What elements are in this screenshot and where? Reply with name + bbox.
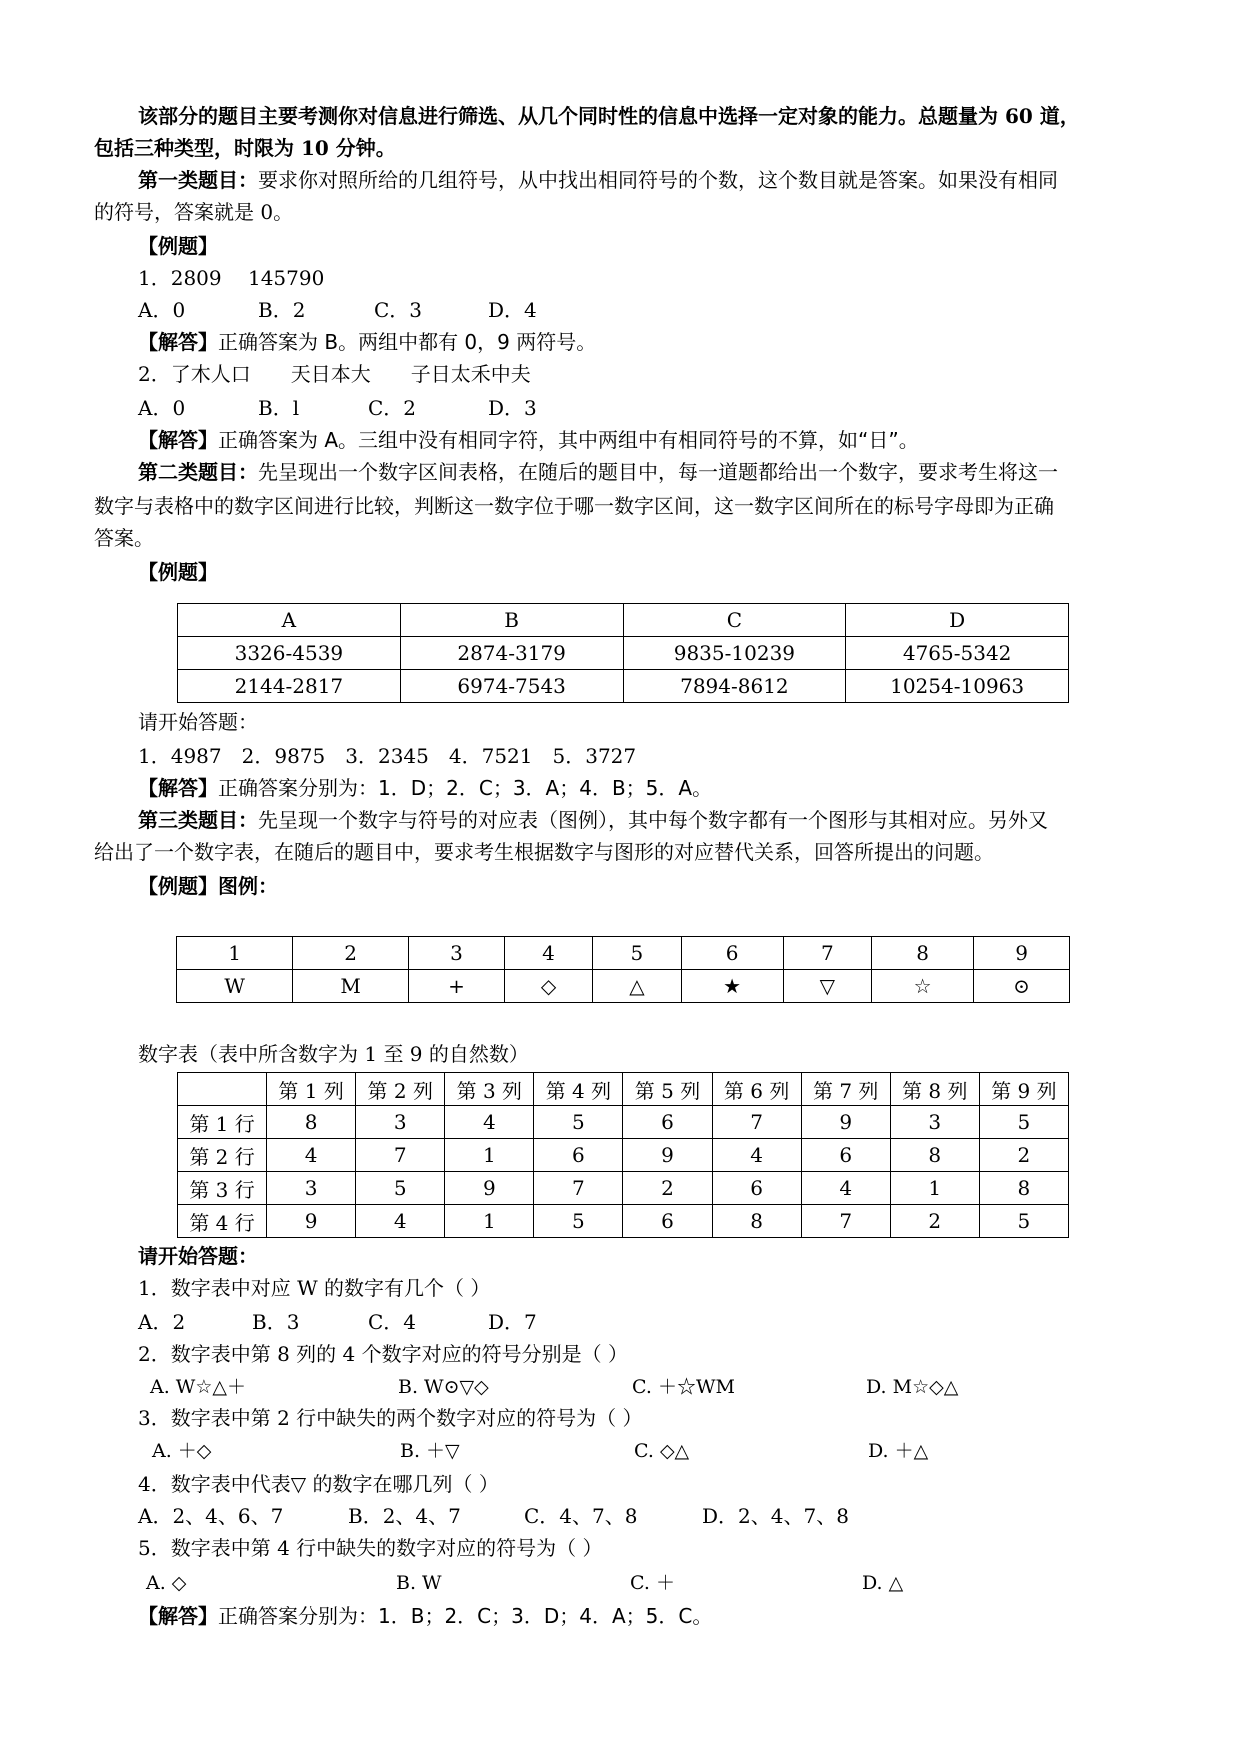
type3-q4-option-a: A．2、4、6、7 — [138, 1504, 284, 1528]
grid-header-cell: 第 1 列 — [267, 1073, 356, 1106]
table-cell: 2874-3179 — [400, 637, 623, 670]
answer-text: 正确答案分别为：1．B；2．C；3．D；4．A；5．C。 — [218, 1604, 713, 1628]
type3-q4-option-c: C．4、7、8 — [524, 1504, 638, 1528]
legend-number: 8 — [872, 937, 974, 970]
grid-header-cell: 第 9 列 — [979, 1073, 1068, 1106]
grid-header-cell — [178, 1073, 267, 1106]
type3-q1-option-c: C．4 — [368, 1310, 417, 1334]
grid-cell: 9 — [267, 1205, 356, 1238]
legend-symbol: ⊙ — [974, 970, 1070, 1003]
grid-cell: 4 — [712, 1139, 801, 1172]
grid-header-row — [178, 1073, 1069, 1106]
grid-cell: 4 — [445, 1106, 534, 1139]
answer-text: 正确答案为 B。两组中都有 0，9 两符号。 — [218, 330, 597, 354]
type1-q1-option-b: B．2 — [258, 298, 306, 322]
grid-cell: 6 — [712, 1172, 801, 1205]
type3-q1-option-b: B．3 — [252, 1310, 300, 1334]
grid-cell: 6 — [623, 1205, 712, 1238]
grid-header-cell: 第 8 列 — [890, 1073, 979, 1106]
legend-symbol: △ — [593, 970, 681, 1003]
grid-cell: 9 — [623, 1139, 712, 1172]
type3-q5-option-d: D. △ — [862, 1572, 904, 1594]
grid-caption: 数字表（表中所含数字为 1 至 9 的自然数） — [138, 1042, 529, 1066]
grid-row-label: 第 2 行 — [178, 1139, 267, 1172]
type1-q1-answer — [138, 326, 1198, 358]
answer-label: 【解答】 — [138, 428, 218, 452]
legend-symbol: + — [409, 970, 505, 1003]
range-table — [177, 603, 1069, 703]
type3-q2-option-d: D. M☆◇△ — [866, 1376, 959, 1398]
type1-desc-line-2: 的符号，答案就是 0。 — [94, 200, 294, 224]
legend-number: 6 — [681, 937, 783, 970]
legend-table — [176, 936, 1070, 1003]
grid-cell: 8 — [979, 1172, 1068, 1205]
type3-q4-option-b: B．2、4、7 — [348, 1504, 461, 1528]
grid-cell: 2 — [979, 1139, 1068, 1172]
table-cell: 3326-4539 — [178, 637, 401, 670]
table-header-cell: A — [178, 604, 401, 637]
legend-number: 3 — [409, 937, 505, 970]
number-grid-table — [177, 1072, 1069, 1238]
grid-header-cell: 第 2 列 — [356, 1073, 445, 1106]
grid-cell: 7 — [534, 1172, 623, 1205]
answer-label: 【解答】 — [138, 330, 218, 354]
type1-q2-answer — [138, 424, 1198, 456]
type3-q5-option-c: C. ＋ — [630, 1572, 675, 1594]
type2-answer — [138, 772, 1198, 804]
type3-q1-stem: 1．数字表中对应 W 的数字有几个（ ） — [138, 1276, 491, 1300]
answer-text: 正确答案为 A。三组中没有相同字符，其中两组中有相同符号的不算，如“日”。 — [218, 428, 919, 452]
grid-cell: 1 — [890, 1172, 979, 1205]
type3-q3-option-c: C. ◇△ — [634, 1440, 690, 1462]
grid-cell: 3 — [356, 1106, 445, 1139]
grid-cell: 5 — [534, 1205, 623, 1238]
legend-symbol: W — [177, 970, 293, 1003]
answer-label: 【解答】 — [138, 776, 218, 800]
type1-q2-option-c: C．2 — [368, 396, 417, 420]
type3-q2-option-a: A. W☆△＋ — [150, 1376, 246, 1398]
type1-q2-option-a: A．0 — [138, 396, 186, 420]
legend-symbol-row — [177, 970, 1070, 1003]
grid-cell: 6 — [801, 1139, 890, 1172]
type1-q1-option-d: D．4 — [488, 298, 537, 322]
type1-q2-option-d: D．3 — [488, 396, 537, 420]
type1-q2-option-b: B．l — [258, 396, 300, 420]
grid-row-label: 第 1 行 — [178, 1106, 267, 1139]
grid-row-label: 第 3 行 — [178, 1172, 267, 1205]
type3-q2-option-c: C. ＋☆WM — [632, 1376, 735, 1398]
type3-q4-option-d: D．2、4、7、8 — [702, 1504, 849, 1528]
type1-heading: 第一类题目： — [138, 168, 258, 192]
type2-desc-line-2: 数字与表格中的数字区间进行比较，判断这一数字位于哪一数字区间，这一数字区间所在的标号字母即为正确 — [94, 494, 1054, 518]
table-cell: 7894-8612 — [623, 670, 846, 703]
legend-number: 5 — [593, 937, 681, 970]
grid-row — [178, 1172, 1069, 1205]
grid-cell: 6 — [623, 1106, 712, 1139]
grid-cell: 5 — [356, 1172, 445, 1205]
type3-q3-option-a: A. ＋◇ — [152, 1440, 212, 1462]
grid-cell: 7 — [356, 1139, 445, 1172]
type1-q2-stem: 2．了木人口 天日本大 子日太禾中夫 — [138, 362, 531, 386]
grid-cell: 5 — [979, 1106, 1068, 1139]
type2-questions: 1．4987 2．9875 3．2345 4．7521 5．3727 — [138, 744, 637, 768]
type3-q2-stem: 2．数字表中第 8 列的 4 个数字对应的符号分别是（ ） — [138, 1342, 628, 1366]
type3-q5-option-a: A. ◇ — [146, 1572, 187, 1594]
table-cell: 10254-10963 — [846, 670, 1069, 703]
grid-cell: 7 — [801, 1205, 890, 1238]
grid-header-cell: 第 3 列 — [445, 1073, 534, 1106]
grid-cell: 3 — [267, 1172, 356, 1205]
type2-desc-line-1 — [138, 456, 1198, 488]
grid-row — [178, 1139, 1069, 1172]
grid-row-label: 第 4 行 — [178, 1205, 267, 1238]
grid-cell: 6 — [534, 1139, 623, 1172]
grid-cell: 8 — [890, 1139, 979, 1172]
grid-cell: 5 — [534, 1106, 623, 1139]
legend-number: 4 — [504, 937, 592, 970]
grid-row — [178, 1205, 1069, 1238]
legend-symbol: M — [293, 970, 409, 1003]
type2-heading: 第二类题目： — [138, 460, 258, 484]
legend-number: 7 — [783, 937, 871, 970]
type1-desc-line-1 — [138, 164, 1198, 196]
grid-row — [178, 1106, 1069, 1139]
grid-cell: 4 — [801, 1172, 890, 1205]
type3-q2-option-b: B. W⊙▽◇ — [398, 1376, 489, 1398]
table-cell: 6974-7543 — [400, 670, 623, 703]
type3-q5-option-b: B. W — [396, 1572, 442, 1594]
type3-desc-line-1 — [138, 804, 1198, 836]
type1-desc-1: 要求你对照所给的几组符号，从中找出相同符号的个数，这个数目就是答案。如果没有相同 — [258, 168, 1058, 192]
legend-number: 9 — [974, 937, 1070, 970]
type3-q1-option-d: D．7 — [488, 1310, 537, 1334]
type3-example-label: 【例题】图例： — [138, 874, 278, 898]
type2-example-label: 【例题】 — [138, 560, 218, 584]
legend-number: 2 — [293, 937, 409, 970]
type3-desc-1: 先呈现一个数字与符号的对应表（图例），其中每个数字都有一个图形与其相对应。另外又 — [258, 808, 1048, 832]
legend-symbol: ◇ — [504, 970, 592, 1003]
type3-q3-option-b: B. ＋▽ — [400, 1440, 460, 1462]
legend-number-row — [177, 937, 1070, 970]
grid-cell: 5 — [979, 1205, 1068, 1238]
table-header-row — [178, 604, 1069, 637]
type3-q3-stem: 3．数字表中第 2 行中缺失的两个数字对应的符号为（ ） — [138, 1406, 643, 1430]
legend-symbol: ▽ — [783, 970, 871, 1003]
type3-desc-line-2: 给出了一个数字表，在随后的题目中，要求考生根据数字与图形的对应替代关系，回答所提出的问题。 — [94, 840, 994, 864]
type3-q5-stem: 5．数字表中第 4 行中缺失的数字对应的符号为（ ） — [138, 1536, 603, 1560]
type2-desc-line-3: 答案。 — [94, 526, 154, 550]
type1-q1-option-c: C．3 — [374, 298, 423, 322]
grid-cell: 3 — [890, 1106, 979, 1139]
grid-header-cell: 第 5 列 — [623, 1073, 712, 1106]
table-row — [178, 670, 1069, 703]
intro-line-1: 该部分的题目主要考测你对信息进行筛选、从几个同时性的信息中选择一定对象的能力。总题量为 60 道， — [138, 104, 1080, 128]
table-cell: 9835-10239 — [623, 637, 846, 670]
type1-q1-stem: 1．2809 145790 — [138, 266, 325, 290]
table-header-cell: D — [846, 604, 1069, 637]
table-header-cell: C — [623, 604, 846, 637]
grid-cell: 7 — [712, 1106, 801, 1139]
answer-text: 正确答案分别为：1．D；2．C；3．A；4．B；5．A。 — [218, 776, 713, 800]
type1-example-label: 【例题】 — [138, 234, 218, 258]
legend-number: 1 — [177, 937, 293, 970]
grid-cell: 2 — [623, 1172, 712, 1205]
grid-cell: 8 — [712, 1205, 801, 1238]
grid-header-cell: 第 7 列 — [801, 1073, 890, 1106]
grid-cell: 9 — [801, 1106, 890, 1139]
grid-cell: 4 — [356, 1205, 445, 1238]
type2-desc-1: 先呈现出一个数字区间表格，在随后的题目中，每一道题都给出一个数字，要求考生将这一 — [258, 460, 1058, 484]
grid-header-cell: 第 6 列 — [712, 1073, 801, 1106]
grid-cell: 9 — [445, 1172, 534, 1205]
type1-q1-option-a: A．0 — [138, 298, 186, 322]
intro-line-2: 包括三种类型，时限为 10 分钟。 — [94, 136, 396, 160]
type3-q4-stem: 4．数字表中代表▽ 的数字在哪几列（ ） — [138, 1472, 499, 1496]
grid-cell: 1 — [445, 1139, 534, 1172]
grid-cell: 1 — [445, 1205, 534, 1238]
grid-header-cell: 第 4 列 — [534, 1073, 623, 1106]
grid-cell: 2 — [890, 1205, 979, 1238]
legend-symbol: ★ — [681, 970, 783, 1003]
type3-q1-option-a: A．2 — [138, 1310, 186, 1334]
grid-cell: 4 — [267, 1139, 356, 1172]
legend-symbol: ☆ — [872, 970, 974, 1003]
type3-q3-option-d: D. ＋△ — [868, 1440, 929, 1462]
type3-answer — [138, 1600, 1198, 1632]
answer-label: 【解答】 — [138, 1604, 218, 1628]
table-cell: 4765-5342 — [846, 637, 1069, 670]
type2-prompt: 请开始答题： — [138, 710, 258, 734]
type3-heading: 第三类题目： — [138, 808, 258, 832]
grid-cell: 8 — [267, 1106, 356, 1139]
table-row — [178, 637, 1069, 670]
table-header-cell: B — [400, 604, 623, 637]
type3-prompt: 请开始答题： — [138, 1244, 258, 1268]
table-cell: 2144-2817 — [178, 670, 401, 703]
